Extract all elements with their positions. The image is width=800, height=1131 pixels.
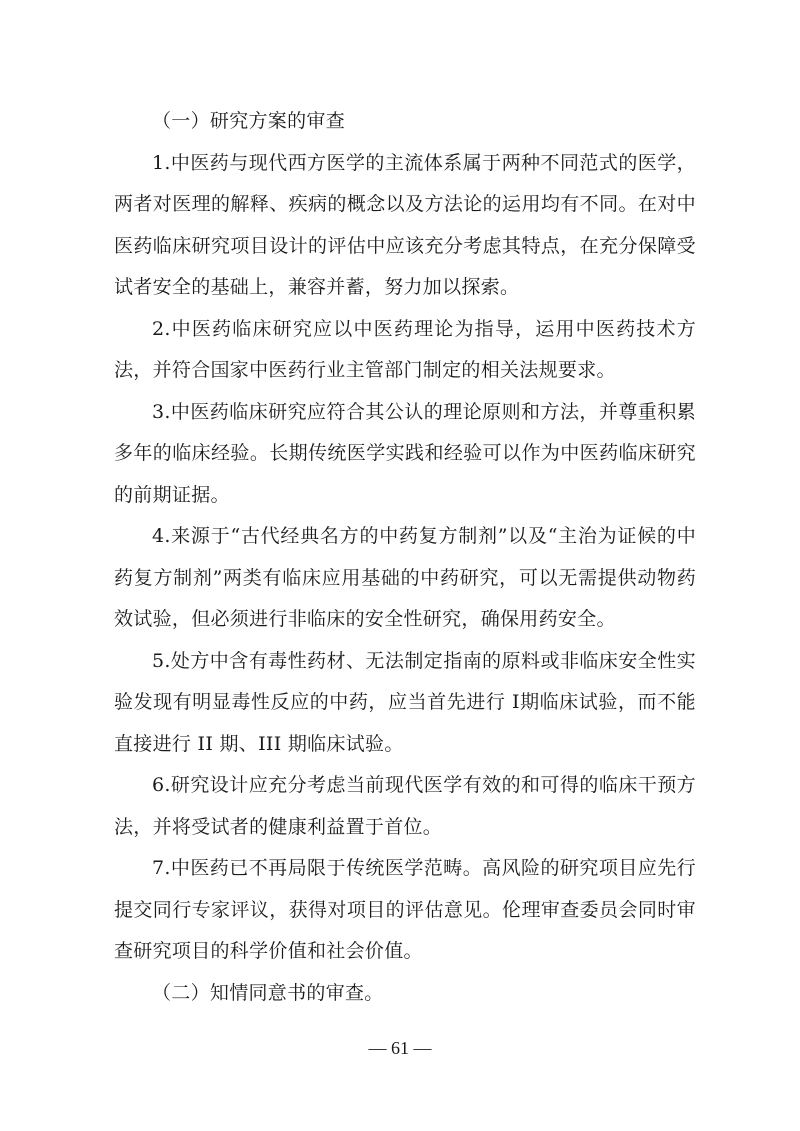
paragraph-2: 2.中医药临床研究应以中医药理论为指导，运用中医药技术方法，并符合国家中医药行业主管部门制定的相关法规要求。 xyxy=(114,317,696,381)
document-body xyxy=(114,101,696,1014)
paragraph-7: 7.中医药已不再局限于传统医学范畴。高风险的研究项目应先行提交同行专家评议，获得对项目的评估意见。伦理审查委员会同时审查研究项目的科学价值和社会价值。 xyxy=(114,857,696,962)
paragraph-6: 6.研究设计应充分考虑当前现代医学有效的和可得的临床干预方法，并将受试者的健康利益置于首位。 xyxy=(114,774,696,838)
paragraph-5: 5.处方中含有毒性药材、无法制定指南的原料或非临床安全性实验发现有明显毒性反应的中药，应当首先进行 I期临床试验，而不能直接进行 II 期、III 期临床试验。 xyxy=(114,649,696,755)
paragraph-4: 4.来源于“古代经典名方的中药复方制剂”以及“主治为证候的中药复方制剂”两类有临床应用基础的中药研究，可以无需提供动物药效试验，但必须进行非临床的安全性研究，确保用药安全。 xyxy=(114,525,696,630)
section-heading-review-of-research-protocol: （一）研究方案的审查 xyxy=(152,110,346,132)
section-heading-review-of-informed-consent: （二）知情同意书的审查。 xyxy=(152,981,384,1004)
paragraph-3: 3.中医药临床研究应符合其公认的理论原则和方法，并尊重积累多年的临床经验。长期传统医学实践和经验可以作为中医药临床研究的前期证据。 xyxy=(114,400,696,506)
page-number: — 61 — xyxy=(368,1038,432,1058)
paragraph-1: 1.中医药与现代西方医学的主流体系属于两种不同范式的医学，两者对医理的解释、疾病的概念以及方法论的运用均有不同。在对中医药临床研究项目设计的评估中应该充分考虑其特点，在充分保障受试者安全的基础上，兼容并蓄，努力加以探索。 xyxy=(114,151,696,298)
